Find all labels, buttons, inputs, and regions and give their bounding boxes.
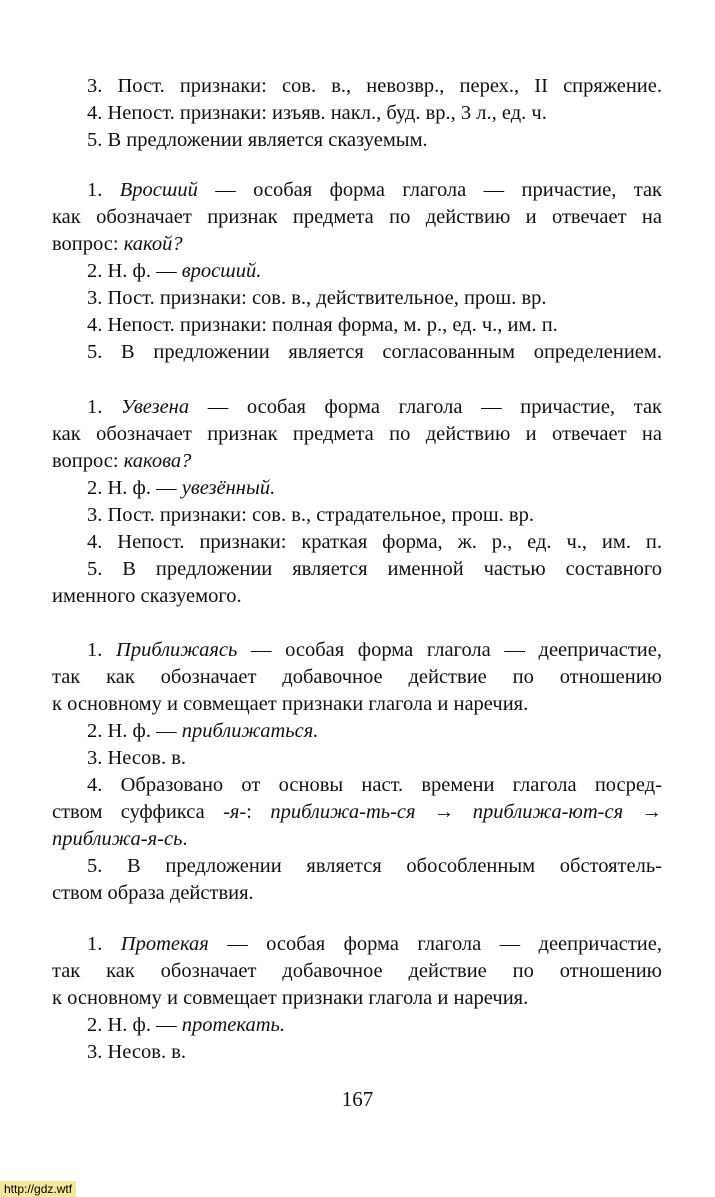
text-line (52, 204, 662, 231)
paragraph-block (52, 637, 662, 907)
text-segment: — особая форма глагола — деепричастие, (237, 639, 662, 661)
paragraph-block (52, 931, 662, 1066)
text-segment: 3. Пост. признаки: сов. в., невозвр., перех., II спряжение. (87, 75, 662, 97)
text-segment: 4. Образовано от основы наст. времени глагола посред- (87, 774, 662, 796)
text-segment: как обозначает признак предмета по действию и отвечает на (52, 206, 662, 228)
text-segment: 1. (87, 396, 122, 418)
text-line (52, 177, 662, 204)
text-segment: 3. Пост. признаки: сов. в., действительное, прош. вр. (87, 287, 547, 309)
italic-text: протекать. (181, 1014, 285, 1036)
text-line (52, 718, 662, 745)
text-line (52, 1039, 662, 1066)
text-line (52, 556, 662, 583)
text-segment: 1. (87, 933, 121, 955)
italic-text: приближа-ть-ся → приближа-ют-ся → (270, 801, 662, 823)
text-segment: 2. Н. ф. — (87, 260, 182, 282)
text-line (52, 258, 662, 285)
text-line (52, 285, 662, 312)
italic-text: какой? (123, 233, 183, 255)
text-segment: 2. Н. ф. — (87, 477, 182, 499)
text-line (52, 1012, 662, 1039)
text-line (52, 100, 662, 127)
paragraph-block (52, 394, 662, 610)
text-line (52, 448, 662, 475)
text-line (52, 73, 662, 100)
paragraph-block (52, 177, 662, 366)
italic-text: приближаться. (181, 720, 319, 742)
italic-text: увезённый. (181, 477, 276, 499)
text-line (52, 583, 662, 610)
italic-text: вросший. (181, 260, 262, 282)
text-line (52, 475, 662, 502)
text-segment: — особая форма глагола — причастие, так (197, 179, 662, 201)
text-line (52, 339, 662, 366)
page-number: 167 (341, 1087, 374, 1111)
text-line (52, 637, 662, 664)
text-segment: 4. Непост. признаки: изъяв. накл., буд. вр., 3 л., ед. ч. (87, 102, 547, 124)
text-segment: — особая форма глагола — причастие, так (189, 396, 662, 418)
text-segment: как обозначает признак предмета по действию и отвечает на (52, 423, 662, 445)
text-line (52, 529, 662, 556)
text-line (52, 772, 662, 799)
text-segment: 5. В предложении является согласованным определением. (87, 341, 662, 363)
text-segment: вопрос: (52, 233, 124, 255)
text-segment: 3. Несов. в. (87, 1041, 186, 1063)
text-segment: именного сказуемого. (52, 585, 242, 607)
text-line (52, 127, 662, 154)
text-segment: 5. В предложении является сказуемым. (87, 129, 428, 151)
text-segment: 5. В предложении является обособленным обстоятель- (87, 855, 662, 877)
text-line (52, 502, 662, 529)
text-segment: к основному и совмещает признаки глагола и наречия. (52, 987, 529, 1009)
text-line (52, 691, 662, 718)
text-line (52, 853, 662, 880)
text-segment: к основному и совмещает признаки глагола и наречия. (52, 693, 529, 715)
italic-text: приближа-я-сь (52, 828, 183, 850)
text-line (52, 421, 662, 448)
italic-text: -я- (223, 801, 247, 823)
text-segment: так как обозначает добавочное действие по отношению (52, 960, 662, 982)
text-segment: : (246, 801, 271, 823)
text-line (52, 826, 662, 853)
text-line (52, 958, 662, 985)
text-segment: 3. Несов. в. (87, 747, 186, 769)
text-segment: так как обозначает добавочное действие по отношению (52, 666, 662, 688)
italic-text: Приближаясь (116, 639, 238, 661)
italic-text: Протекая (120, 933, 209, 955)
text-line (52, 312, 662, 339)
text-segment: 2. Н. ф. — (87, 720, 182, 742)
text-segment: ством образа действия. (52, 882, 254, 904)
text-segment: 1. (87, 179, 120, 201)
italic-text: Вросший (119, 179, 198, 201)
text-segment: 5. В предложении является именной частью составного (87, 558, 662, 580)
watermark-link[interactable]: http://gdz.wtf (0, 1181, 76, 1197)
text-line (52, 394, 662, 421)
text-segment: — особая форма глагола — деепричастие, (208, 933, 662, 955)
paragraph-block (52, 73, 662, 154)
text-line (52, 799, 662, 826)
text-line (52, 931, 662, 958)
text-line (52, 745, 662, 772)
text-line (52, 231, 662, 258)
italic-text: какова? (123, 450, 192, 472)
text-segment: ством суффикса (52, 801, 224, 823)
text-line (52, 985, 662, 1012)
text-segment: 3. Пост. признаки: сов. в., страдательное, прош. вр. (87, 504, 534, 526)
text-line (52, 664, 662, 691)
text-segment: 4. Непост. признаки: краткая форма, ж. р., ед. ч., им. п. (87, 531, 662, 553)
text-line (52, 880, 662, 907)
text-segment: вопрос: (52, 450, 124, 472)
text-segment: 2. Н. ф. — (87, 1014, 182, 1036)
text-segment: 1. (87, 639, 117, 661)
text-segment: 4. Непост. признаки: полная форма, м. р., ед. ч., им. п. (87, 314, 558, 336)
italic-text: Увезена (121, 396, 190, 418)
text-segment: . (182, 828, 188, 850)
